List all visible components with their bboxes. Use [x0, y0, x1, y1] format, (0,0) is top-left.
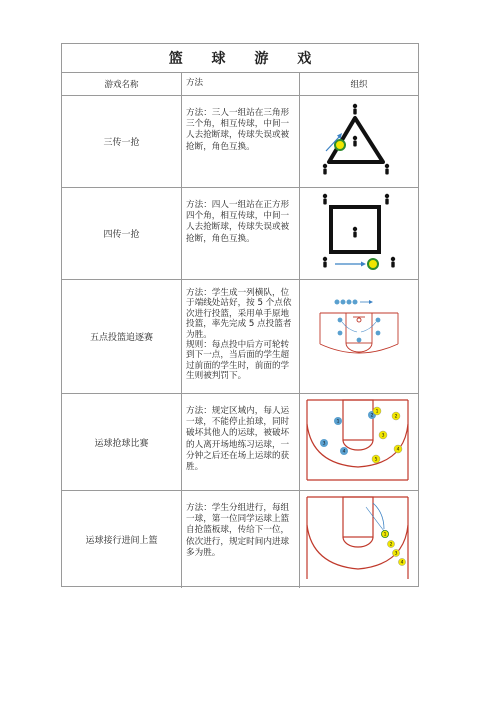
- player-label: 1: [336, 419, 340, 425]
- method-text: 方法：规定区域内，每人运一球，不能停止拍球，同时破坏其他人的运球，被破坏的人离开场地练习运球，一分钟之后还在场上运球的获胜。: [186, 406, 290, 473]
- triangle-pass-diagram: [300, 96, 418, 187]
- game-method: [182, 280, 300, 393]
- game-name: 运球接行进间上篮: [62, 491, 182, 588]
- org-diagram: [300, 188, 418, 279]
- player-icon: [353, 227, 357, 238]
- arrow-icon: [361, 262, 366, 267]
- player-icon: [323, 257, 327, 268]
- game-method: [182, 96, 300, 187]
- game-method: [182, 491, 300, 588]
- arrow-icon: [369, 300, 373, 304]
- player-label: 3: [394, 551, 398, 557]
- shooting-spots: [338, 318, 381, 343]
- org-diagram: [300, 491, 418, 588]
- method-text: 方法：学生成一列横队，位于端线处站好，按 5 个点依次进行投篮，采用单手原地投篮，率先完成 5 点投篮者为胜。: [186, 288, 292, 340]
- table-row: [62, 188, 418, 280]
- ball-icon: [335, 140, 345, 150]
- game-name: 四传一抢: [62, 188, 182, 279]
- square-pass-diagram: [300, 188, 418, 279]
- method-text: 方法：学生分组进行，每组一球，第一位同学运球上篮自抢篮板球，传给下一位，依次进行，规定时间内进球多为胜。: [186, 503, 290, 558]
- queue-players: [381, 530, 405, 565]
- table-row: [62, 280, 418, 394]
- player-label: 3: [322, 441, 326, 447]
- table-row: [62, 491, 418, 588]
- player-icon: [353, 136, 357, 147]
- header-method: 方法: [182, 73, 300, 95]
- blue-team-players: [320, 411, 376, 455]
- player-icon: [385, 164, 389, 175]
- game-method: [182, 394, 300, 490]
- table-row: [62, 96, 418, 188]
- player-label: 4: [400, 560, 404, 566]
- player-label: 4: [396, 447, 400, 453]
- table-row: [62, 394, 418, 491]
- ball-icon: [368, 259, 378, 269]
- dribble-layup-diagram: [300, 491, 418, 587]
- player-icon: [323, 164, 327, 175]
- five-point-shooting-diagram: [300, 280, 418, 393]
- rule-text: 规则：每点投中后方可轮转到下一点，当后面的学生超过前面的学生时，前面的学生则被判罚下。: [186, 340, 290, 382]
- player-icon: [385, 194, 389, 205]
- player-label: 2: [389, 542, 393, 548]
- yellow-team-players: [372, 407, 402, 463]
- player-icon: [353, 104, 357, 115]
- player-label: 4: [342, 449, 346, 455]
- header-name: 游戏名称: [62, 73, 182, 95]
- player-icon: [323, 194, 327, 205]
- game-table: [61, 43, 419, 587]
- page-title: 篮 球 游 戏: [62, 44, 418, 73]
- game-name: 运球抢球比赛: [62, 394, 182, 490]
- player-label: 2: [370, 413, 374, 419]
- table-header-row: [62, 73, 418, 96]
- method-text: 方法：三人一组站在三角形三个角，相互传球，中间一人去抢断球，传球失误或被抢断，角色互换。: [186, 108, 290, 152]
- player-icon: [391, 257, 395, 268]
- method-text: 方法：四人一组站在正方形四个角，相互传球，中间一人去抢断球，传球失误或被抢断，角色互换。: [186, 200, 290, 244]
- dribble-steal-diagram: [300, 394, 418, 490]
- org-diagram: [300, 280, 418, 393]
- game-method: [182, 188, 300, 279]
- player-label: 5: [374, 457, 378, 463]
- player-label: 3: [381, 433, 385, 439]
- player-label: 1: [375, 409, 379, 415]
- queue-players: [335, 300, 358, 305]
- game-name: 三传一抢: [62, 96, 182, 187]
- game-name: 五点投篮追逐赛: [62, 280, 182, 393]
- org-diagram: [300, 96, 418, 187]
- player-label: 1: [383, 532, 387, 538]
- header-org: 组织: [350, 80, 368, 90]
- player-label: 2: [394, 414, 398, 420]
- org-diagram: [300, 394, 418, 490]
